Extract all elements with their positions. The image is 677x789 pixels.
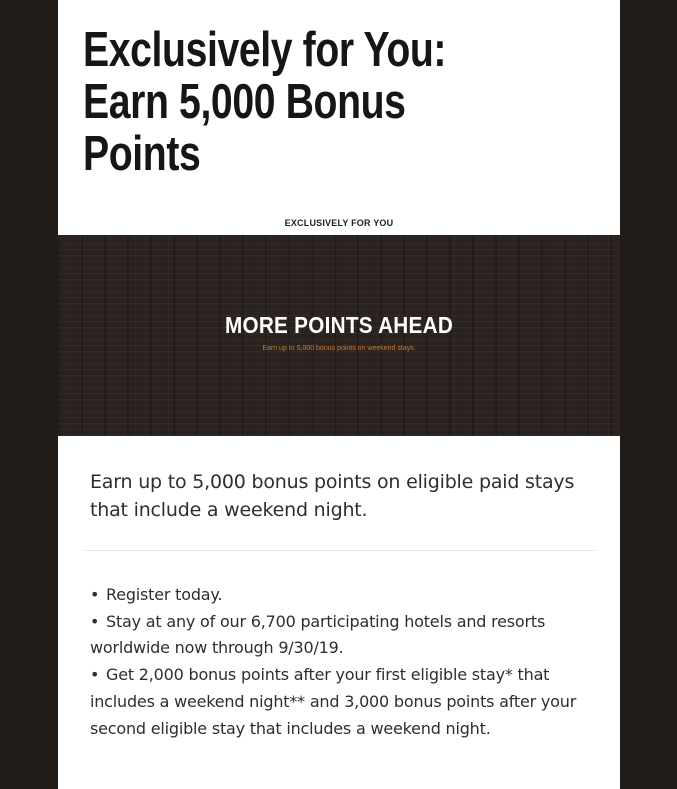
bullet-dot: • [90, 585, 100, 604]
bullet-list [90, 582, 590, 742]
bullet-dot: • [90, 611, 100, 631]
divider [84, 550, 596, 551]
hero-subtitle: Earn up to 5,000 bonus points on weekend stays. [262, 345, 416, 352]
bullet-text: Register today. [106, 585, 223, 604]
headline [83, 24, 499, 180]
eyebrow-label: EXCLUSIVELY FOR YOU [284, 218, 394, 228]
intro-text: Earn up to 5,000 bonus points on eligible paid stays that include a weekend night. [90, 471, 575, 521]
bullet-item [90, 609, 590, 662]
bullet-dot: • [90, 665, 100, 685]
bullet-item [90, 582, 590, 609]
headline-line-3: Points [83, 127, 201, 181]
email-body [58, 0, 620, 789]
hero-title: MORE POINTS AHEAD [224, 312, 454, 338]
bullet-text: Get 2,000 bonus points after your first eligible stay* that includes a weekend night** and 3,000 bonus points after your second eligible stay that includes a weekend night. [90, 665, 577, 738]
bullet-item [90, 662, 590, 742]
headline-line-1: Exclusively for You: [83, 23, 447, 77]
bullet-text: Stay at any of our 6,700 participating hotels and resorts worldwide now through 9/30/19. [90, 611, 546, 658]
headline-line-2: Earn 5,000 Bonus [83, 75, 406, 129]
hero-banner[interactable] [58, 235, 620, 436]
